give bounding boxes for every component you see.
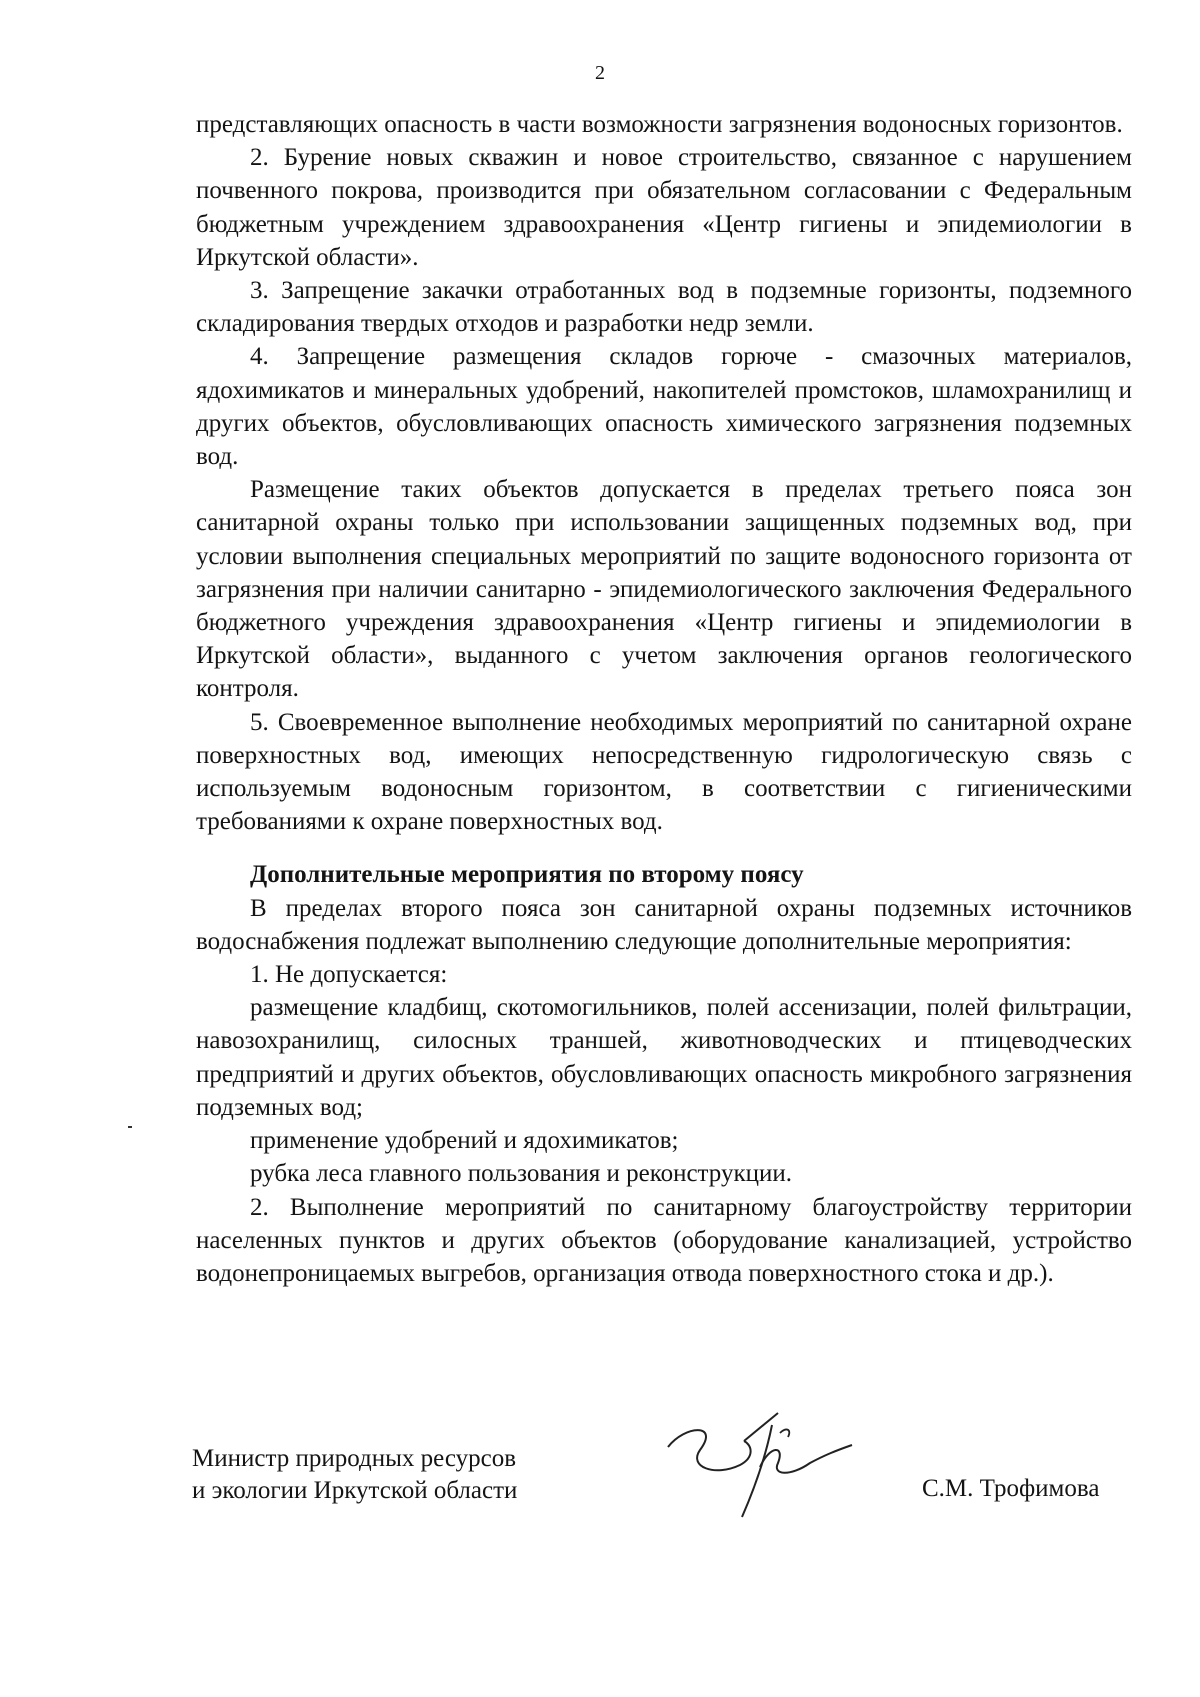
- page-number: 2: [595, 62, 605, 84]
- section-heading: Дополнительные мероприятия по второму поясу: [250, 861, 804, 889]
- paragraph-placement-conditions: Размещение таких объектов допускается в пределах третьего пояса зон санитарной охраны только при использовании защищенных подземных вод, при условии выполнения специальных мероприятий по защите водоносного горизонта от загрязнения при наличии санитарно - эпидемиологического заключения Федерального бюджетного учреждения здравоохранения «Центр гигиены и эпидемиологии в Иркутской области», выданного с учетом заключения органов геологического контроля.: [196, 476, 1132, 703]
- signatory-title-line2: и экологии Иркутской области: [192, 1477, 518, 1504]
- section-item-1: 1. Не допускается:: [250, 961, 448, 989]
- margin-mark: [128, 1126, 132, 1128]
- section-prohibition-logging: рубка леса главного пользования и реконструкции.: [250, 1160, 792, 1188]
- handwritten-signature: [660, 1405, 860, 1520]
- signatory-title-line1: Министр природных ресурсов: [192, 1445, 517, 1472]
- paragraph-item-5: 5. Своевременное выполнение необходимых мероприятий по санитарной охране поверхностных вод, имеющих непосредственную гидрологическую связь с используемым водоносным горизонтом, в соответствии с гигиеническими требованиями к охране поверхностных вод.: [196, 708, 1132, 836]
- section-intro: В пределах второго пояса зон санитарной охраны подземных источников водоснабжения подлежат выполнению следующие дополнительные мероприятия:: [196, 894, 1132, 955]
- document-body: [196, 108, 1132, 1290]
- paragraph-item-2: 2. Бурение новых скважин и новое строительство, связанное с нарушением почвенного покрова, производится при обязательном согласовании с Федеральным бюджетным учреждением здравоохранения «Центр гигиены и эпидемиологии в Иркутской области».: [196, 144, 1132, 271]
- paragraph-continuation: представляющих опасность в части возможности загрязнения водоносных горизонтов.: [196, 111, 1123, 138]
- paragraph-item-4: 4. Запрещение размещения складов горюче - смазочных материалов, ядохимикатов и минеральных удобрений, накопителей промстоков, шламохранилищ и других объектов, обусловливающих опасность химического загрязнения подземных вод.: [196, 343, 1132, 471]
- paragraph-item-3: 3. Запрещение закачки отработанных вод в подземные горизонты, подземного складирования твердых отходов и разработки недр земли.: [196, 277, 1132, 338]
- section-prohibition-fertilizers: применение удобрений и ядохимикатов;: [250, 1127, 679, 1155]
- section-prohibition-placement: размещение кладбищ, скотомогильников, полей ассенизации, полей фильтрации, навозохранилищ, силосных траншей, животноводческих и птицеводческих предприятий и других объектов, обусловливающих опасность микробного загрязнения подземных вод;: [196, 994, 1132, 1121]
- section-item-2: 2. Выполнение мероприятий по санитарному благоустройству территории населенных пунктов и других объектов (оборудование канализацией, устройство водонепроницаемых выгребов, организация отвода поверхностного стока и др.).: [196, 1193, 1132, 1287]
- signatory-title: [192, 1443, 517, 1507]
- signatory-name: С.М. Трофимова: [922, 1475, 1100, 1502]
